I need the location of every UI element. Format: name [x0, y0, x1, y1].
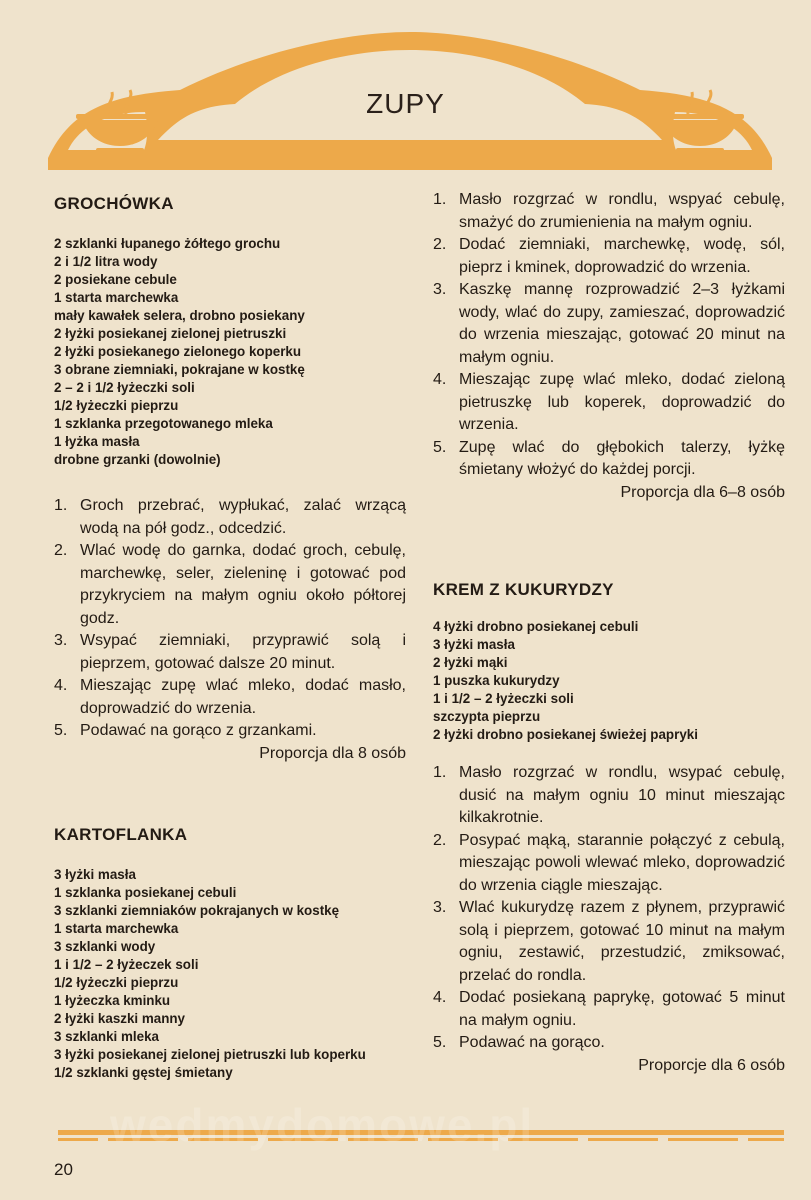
- ingredient: 1 szklanka przegotowanego mleka: [54, 416, 273, 431]
- step: 5. Podawać na gorąco z grzankami.: [54, 722, 317, 739]
- ingredient: 2 łyżki drobno posiekanej świeżej papryki: [433, 727, 698, 742]
- ingredient: 2 szklanki łupanego żółtego grochu: [54, 236, 281, 251]
- step: 5. Zupę wlać do głębokich talerzy, łyżkę śmietany włożyć do każdej porcji.: [433, 438, 785, 478]
- ingredient: 1 łyżeczka kminku: [54, 993, 171, 1008]
- step: 2. Wlać wodę do garnka, dodać groch, cebulę, marchewkę, seler, zieleninę i gotować pod przykryciem na małym ogniu około półtorej godz.: [54, 542, 406, 627]
- ingredient: 1/2 łyżeczki pieprzu: [54, 975, 179, 990]
- recipe-title: GROCHÓWKA: [54, 194, 174, 213]
- page-number: 20: [54, 1160, 73, 1179]
- ingredient-list: [54, 866, 406, 1082]
- steps-list: [54, 495, 406, 743]
- step: 3. Wlać kukurydzę razem z płynem, przyprawić solą i pieprzem, gotować 10 minut na małym ogniu, zestawić, przestudzić, zmiksować, przelać do rondla.: [433, 899, 785, 984]
- step: 1. Groch przebrać, wypłukać, zalać wrzącą wodą na pół godz., odcedzić.: [54, 497, 406, 537]
- ingredient: 1 starta marchewka: [54, 921, 179, 936]
- recipe-title: KARTOFLANKA: [54, 825, 188, 844]
- ingredient: drobne grzanki (dowolnie): [54, 452, 221, 467]
- step: 4. Dodać posiekaną paprykę, gotować 5 minut na małym ogniu.: [433, 989, 785, 1029]
- ingredient: 1 i 1/2 – 2 łyżeczki soli: [433, 691, 574, 706]
- ingredient: 1 i 1/2 – 2 łyżeczek soli: [54, 957, 199, 972]
- page-title: ZUPY: [366, 88, 445, 119]
- ingredient: 1 starta marchewka: [54, 290, 179, 305]
- ingredient: 3 szklanki wody: [54, 939, 156, 954]
- portion-note: Proporcje dla 6 osób: [638, 1056, 785, 1074]
- ingredient: 2 – 2 i 1/2 łyżeczki soli: [54, 380, 195, 395]
- recipe-title: KREM Z KUKURYDZY: [433, 580, 614, 599]
- ingredient: 3 łyżki masła: [54, 867, 136, 882]
- banner-base-line: [48, 166, 772, 170]
- steps-list: [433, 762, 785, 1055]
- ingredient: 1 szklanka posiekanej cebuli: [54, 885, 237, 900]
- ingredient-list: [433, 618, 785, 744]
- ingredient: szczypta pieprzu: [433, 709, 541, 724]
- portion-note: Proporcja dla 6–8 osób: [620, 483, 785, 501]
- ingredient: 2 posiekane cebule: [54, 272, 177, 287]
- ingredient: 1/2 szklanki gęstej śmietany: [54, 1065, 233, 1080]
- recipe-krem-z-kukurydzy: [433, 580, 785, 1077]
- ingredient: 3 szklanki ziemniaków pokrajanych w kostkę: [54, 903, 340, 918]
- kartoflanka-steps: [433, 189, 785, 504]
- ingredient-list: [54, 235, 406, 469]
- ingredient: 3 łyżki masła: [433, 637, 515, 652]
- ingredient: 2 łyżki kaszki manny: [54, 1011, 186, 1026]
- step: 1. Masło rozgrzać w rondlu, wspyać cebulę, smażyć do zrumienienia na małym ogniu.: [433, 191, 785, 231]
- step: 4. Mieszając zupę wlać mleko, dodać masło, doprowadzić do wrzenia.: [54, 677, 406, 717]
- ingredient: 1/2 łyżeczki pieprzu: [54, 398, 179, 413]
- step: 2. Dodać ziemniaki, marchewkę, wodę, sól, pieprz i kminek, doprowadzić do wrzenia.: [433, 236, 785, 276]
- recipe-grochowka: [54, 194, 406, 765]
- ingredient: 3 szklanki mleka: [54, 1029, 159, 1044]
- ingredient: 2 łyżki mąki: [433, 655, 508, 670]
- ingredient: 2 i 1/2 litra wody: [54, 254, 158, 269]
- ingredient: 3 łyżki posiekanej zielonej pietruszki lub koperku: [54, 1047, 366, 1062]
- ingredient: 1 łyżka masła: [54, 434, 140, 449]
- step: 1. Masło rozgrzać w rondlu, wsypać cebulę, dusić na małym ogniu 10 minut mieszając kilkakrotnie.: [433, 764, 785, 826]
- ingredient: 1 puszka kukurydzy: [433, 673, 560, 688]
- watermark: wedmydomowe.pl: [110, 1099, 535, 1151]
- steps-list: [433, 189, 785, 482]
- step: 3. Wsypać ziemniaki, przyprawić solą i pieprzem, gotować dalsze 20 minut.: [54, 632, 406, 672]
- ingredient: 2 łyżki posiekanej zielonej pietruszki: [54, 326, 287, 341]
- recipe-kartoflanka: [54, 825, 406, 1082]
- portion-note: Proporcja dla 8 osób: [259, 744, 406, 762]
- ingredient: mały kawałek selera, drobno posiekany: [54, 308, 305, 323]
- ingredient: 4 łyżki drobno posiekanej cebuli: [433, 619, 639, 634]
- step: 5. Podawać na gorąco.: [433, 1034, 605, 1051]
- step: 4. Mieszając zupę wlać mleko, dodać zieloną pietruszkę lub koperek, doprowadzić do wrzenia.: [433, 371, 785, 433]
- ingredient: 3 obrane ziemniaki, pokrajane w kostkę: [54, 362, 305, 377]
- step: 3. Kaszkę mannę rozprowadzić 2–3 łyżkami wody, wlać do zupy, zamieszać, doprowadzić do wrzenia mieszając, gotować 20 minut na małym ogniu.: [433, 281, 785, 366]
- step: 2. Posypać mąką, starannie połączyć z cebulą, mieszając powoli wlewać mleko, doprowadzić do wrzenia ciągle mieszając.: [433, 831, 785, 894]
- ingredient: 2 łyżki posiekanego zielonego koperku: [54, 344, 302, 359]
